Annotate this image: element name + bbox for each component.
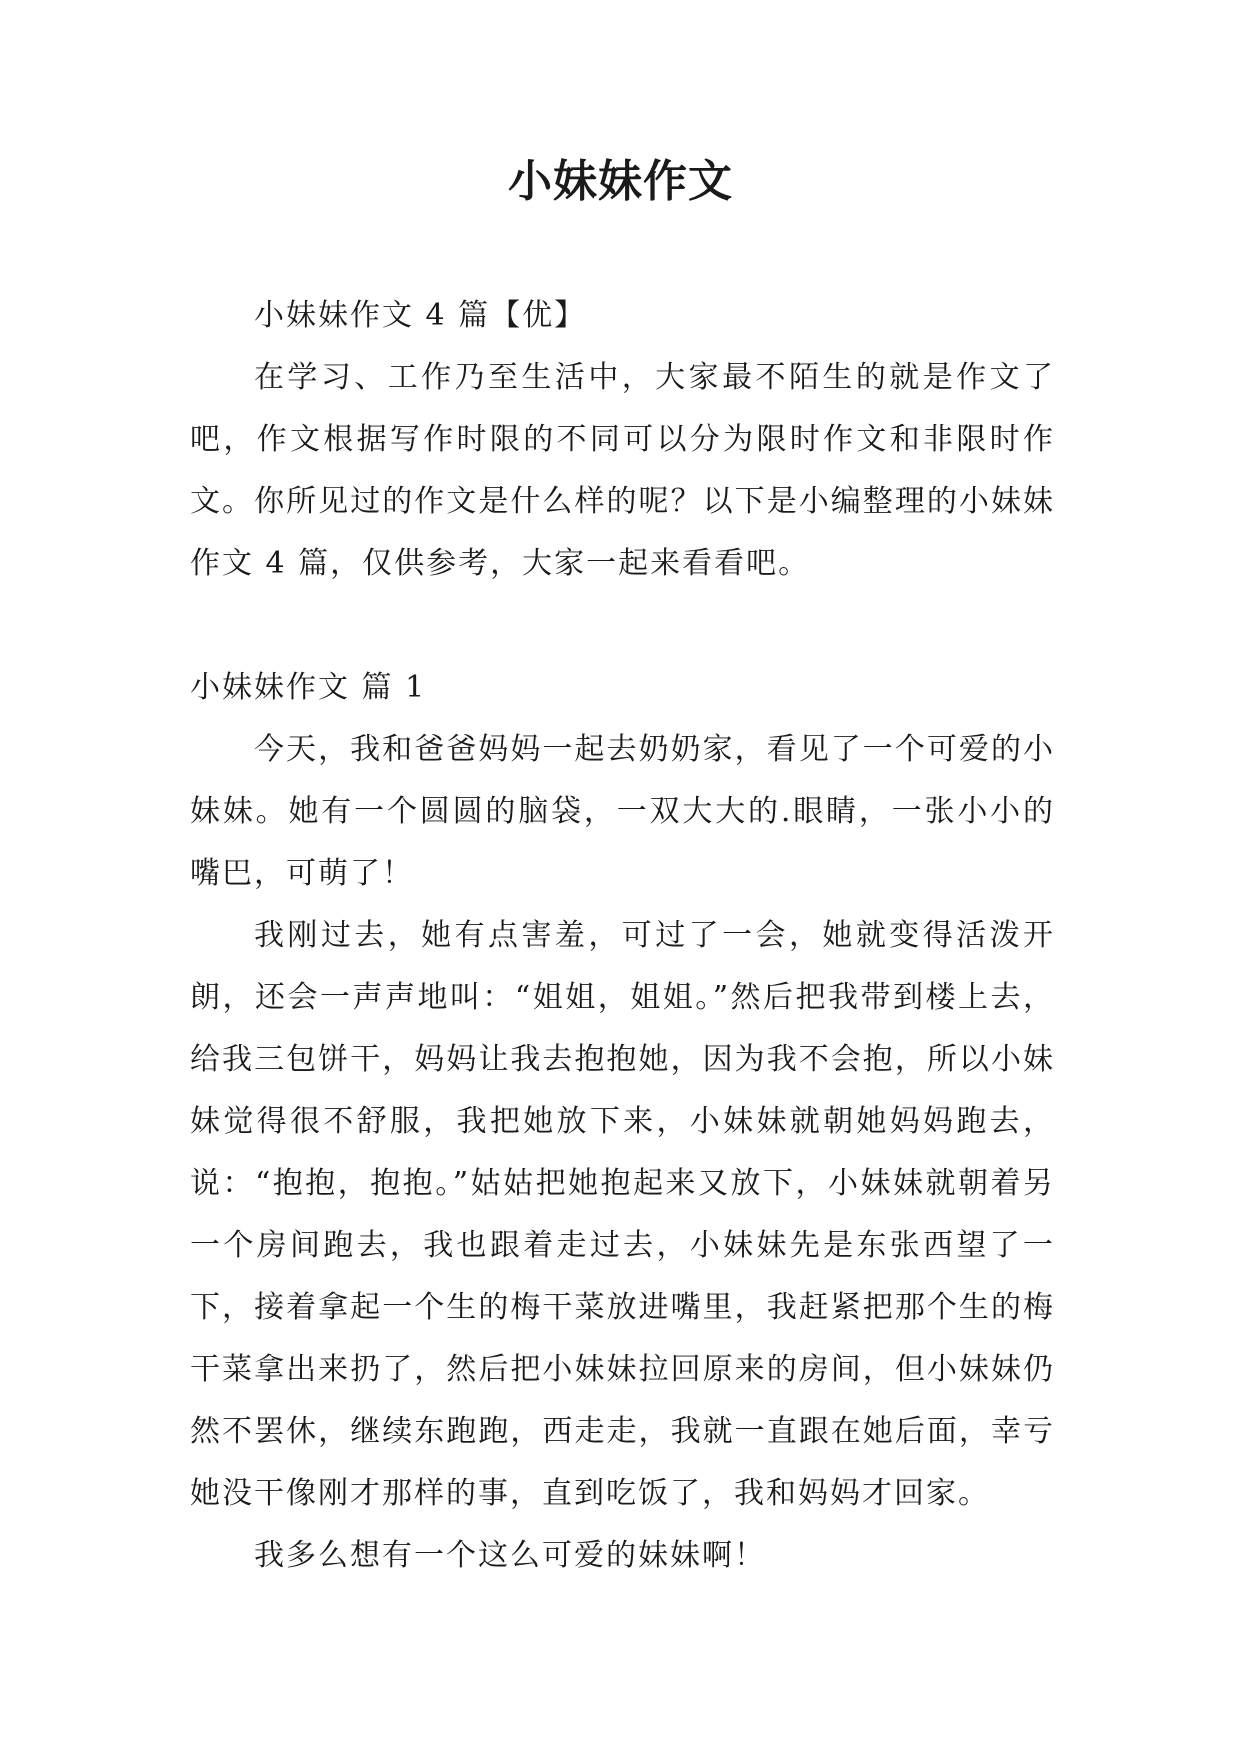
document-subtitle: 小妹妹作文 4 篇【优】 bbox=[254, 298, 587, 333]
section-spacer bbox=[190, 595, 1055, 657]
document-title: 小妹妹作文 bbox=[508, 156, 733, 207]
body-paragraph: 我多么想有一个这么可爱的妹妹啊！ bbox=[254, 1538, 766, 1573]
section-heading: 小妹妹作文 篇 1 bbox=[190, 670, 427, 705]
intro-paragraph: 在学习、工作乃至生活中，大家最不陌生的就是作文了吧，作文根据写作时限的不同可以分为限时作文和非限时作文。你所见过的作文是什么样的呢？以下是小编整理的小妹妹作文 4 篇，仅供参考，大家一起来看看吧。 bbox=[190, 360, 1055, 581]
body-paragraph: 我刚过去，她有点害羞，可过了一会，她就变得活泼开朗，还会一声声地叫：“姐姐，姐姐。”然后把我带到楼上去，给我三包饼干，妈妈让我去抱抱她，因为我不会抱，所以小妹妹觉得很不舒服，我把她放下来，小妹妹就朝她妈妈跑去，说：“抱抱，抱抱。”姑姑把她抱起来又放下，小妹妹就朝着另一个房间跑去，我也跟着走过去，小妹妹先是东张西望了一下，接着拿起一个生的梅干菜放进嘴里，我赶紧把那个生的梅干菜拿出来扔了，然后把小妹妹拉回原来的房间，但小妹妹仍然不罢休，继续东跑跑，西走走，我就一直跟在她后面，幸亏她没干像刚才那样的事，直到吃饭了，我和妈妈才回家。 bbox=[190, 918, 1055, 1511]
body-paragraph: 今天，我和爸爸妈妈一起去奶奶家，看见了一个可爱的小妹妹。她有一个圆圆的脑袋，一双大大的.眼睛，一张小小的嘴巴，可萌了！ bbox=[190, 732, 1055, 891]
document-body bbox=[190, 285, 1055, 1587]
